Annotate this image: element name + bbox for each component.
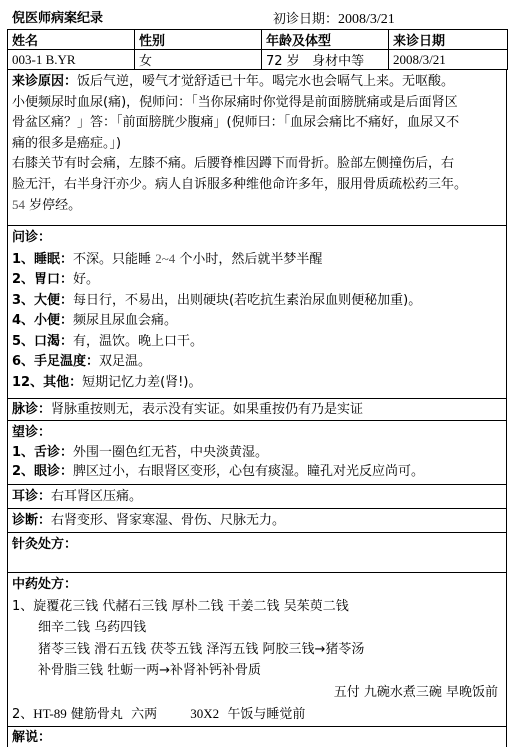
inquiry-value: 有，温饮。晚上口干。 (73, 333, 204, 349)
patient-sex: 女 (135, 50, 262, 70)
acupuncture-section (7, 533, 507, 573)
inquiry-key: 2、胃口： (12, 272, 74, 287)
inquiry-value: 不深。只能睡 (73, 251, 156, 267)
col-age-build: 年龄及体型 (262, 30, 389, 50)
reason-line-5: 右膝关节有时会痛，左膝不痛。后腰脊椎因蹲下而骨折。脸部左侧撞伤后，右 (12, 156, 455, 171)
inspection-item (12, 443, 502, 463)
ear-label: 耳诊： (12, 489, 52, 504)
patient-row (8, 50, 508, 70)
herbal-section (7, 573, 507, 727)
inspection-section (7, 421, 507, 485)
col-name: 姓名 (8, 30, 135, 50)
inquiry-key: 3、大便： (12, 292, 74, 308)
reason-line-1: 饭后气逆，嗳气才觉舒适已十年。喝完水也会嗝气上来。无呕酸。 (77, 74, 455, 89)
herbal-line-2: 细辛二钱 乌药四钱 (38, 620, 147, 635)
ear-text: 右耳肾区压痛。 (51, 489, 143, 504)
first-visit-date: 2008/3/21 (338, 12, 395, 27)
inquiry-value: 短期记忆力差(肾!)。 (82, 374, 202, 390)
herbal-l5-mid: 健筋骨丸 六两 (66, 707, 191, 722)
diagnosis-section (7, 509, 507, 533)
reason-section (7, 70, 507, 226)
inquiry-section (7, 226, 507, 399)
inspection-value: 外围一圈色红无苔，中央淡黄湿。 (73, 444, 269, 460)
first-visit (273, 8, 395, 28)
inquiry-item (12, 373, 502, 394)
herbal-line-1: 1、旋覆花三钱 代赭石三钱 厚朴二钱 干姜二钱 吴茱萸二钱 (12, 598, 349, 614)
sleep-hours: 2~4 (155, 250, 176, 266)
patient-visit-date: 2008/3/21 (389, 50, 508, 70)
diagnosis-label: 诊断： (12, 513, 52, 528)
inquiry-item (12, 352, 502, 373)
menopause-text: 岁停经。 (25, 198, 82, 213)
herbal-line-3: 猪苓三钱 滑石五钱 茯苓五钱 泽泻五钱 阿胶三钱→猪苓汤 (38, 641, 365, 657)
header-table (7, 29, 508, 70)
reason-line-6: 脸无汗，右半身汗亦少。病人自诉服多种维他命许多年，服用骨质疏松药三年。 (12, 176, 468, 192)
inquiry-key: 6、手足温度： (12, 354, 100, 369)
inquiry-item (12, 291, 502, 312)
inquiry-value: 好。 (73, 272, 100, 287)
inspection-key: 2、眼诊： (12, 464, 74, 479)
inquiry-value: 每日行，不易出，出则硬块(若吃抗生素治尿血则便秘加重)。 (73, 292, 422, 308)
notes-label: 解说： (12, 730, 52, 745)
inquiry-value: 双足温。 (99, 354, 152, 369)
col-sex: 性别 (135, 30, 262, 50)
patient-age: 72 岁 (266, 54, 300, 69)
form-title: 倪医师病案纪录 (12, 11, 104, 26)
patient-id: 003-1 B.YR (8, 50, 135, 70)
herbal-l5-num: 2、 (12, 707, 34, 722)
inquiry-value-cont: 个小时，然后就半梦半醒 (175, 251, 323, 267)
patient-build: 身材中等 (312, 54, 365, 69)
inspection-key: 1、舌诊： (12, 444, 74, 460)
notes-section (7, 727, 507, 747)
inspection-value: 脾区过小，右眼肾区变形，心包有痰湿。瞳孔对光反应尚可。 (73, 464, 425, 479)
col-visit-date: 来诊日期 (389, 30, 508, 50)
inquiry-key: 5、口渴： (12, 333, 74, 349)
reason-line-4: 痛的很多是癌症。」) (12, 135, 122, 151)
inquiry-key: 4、小便： (12, 313, 74, 328)
inquiry-item (12, 332, 502, 353)
reason-label: 来诊原因： (12, 74, 78, 89)
pulse-section (7, 399, 507, 421)
pulse-label: 脉诊： (12, 402, 52, 417)
herbal-label: 中药处方： (12, 577, 78, 592)
pulse-text: 肾脉重按则无，表示没有实证。如果重按仍有乃是实证 (51, 402, 364, 417)
inspection-label: 望诊： (12, 425, 52, 440)
inquiry-item (12, 249, 502, 271)
first-visit-label: 初诊日期： (273, 12, 339, 27)
reason-line-3: 骨盆区痛？」答：「前面膀胱少腹痛」(倪师曰：「血尿会痛比不痛好，血尿又不 (12, 115, 460, 130)
inquiry-item (12, 270, 502, 291)
inspection-item (12, 462, 502, 482)
inquiry-key: 12、其他： (12, 374, 83, 390)
ear-section (7, 485, 507, 509)
diagnosis-text: 右肾变形、肾家寒湿、骨伤、尺脉无力。 (51, 513, 286, 528)
header-row (8, 30, 508, 50)
herbal-l5-post: 午饭与睡觉前 (219, 707, 306, 722)
herbal-l5-qty: 30X2 (190, 706, 220, 721)
inquiry-key: 1、睡眠： (12, 251, 74, 267)
inquiry-item (12, 311, 502, 332)
menopause-age: 54 (12, 197, 25, 212)
inquiry-value: 频尿且尿血会痛。 (73, 313, 178, 328)
inquiry-label: 问诊： (12, 230, 52, 245)
acupuncture-label: 针灸处方： (12, 537, 78, 552)
herbal-dosage: 五付 九碗水煮三碗 早晚饭前 (333, 684, 498, 700)
patient-age-build (262, 50, 389, 70)
reason-line-2: 小便频尿时血尿(痛)，倪师问：「当你尿痛时你觉得是前面膀胱痛或是后面肾区 (12, 94, 458, 110)
herbal-line-4: 补骨脂三钱 牡蛎一两→补肾补钙补骨质 (38, 663, 262, 678)
herbal-line-5 (12, 703, 502, 726)
herbal-l5-code: HT-89 (33, 706, 67, 721)
